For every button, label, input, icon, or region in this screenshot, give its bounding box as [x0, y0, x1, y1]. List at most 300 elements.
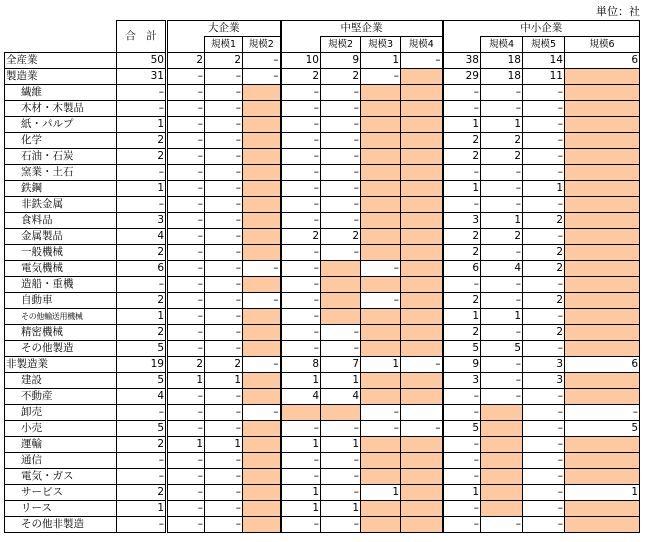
value-cell	[565, 85, 640, 101]
row-total: 2	[117, 485, 167, 501]
value-cell	[565, 341, 640, 357]
value-cell	[243, 277, 281, 293]
value-cell: –	[205, 181, 243, 197]
value-cell: 9	[321, 53, 361, 69]
value-cell	[361, 181, 401, 197]
value-cell: –	[523, 165, 565, 181]
value-cell	[565, 181, 640, 197]
value-cell	[565, 293, 640, 309]
value-cell: –	[281, 101, 321, 117]
value-cell	[401, 437, 443, 453]
value-cell: 2	[167, 357, 205, 373]
value-cell	[243, 309, 281, 325]
row-total: 1	[117, 117, 167, 133]
value-cell: –	[281, 309, 321, 325]
row-total: 4	[117, 389, 167, 405]
row-label: 卸売	[5, 405, 117, 421]
header-sub: 規模5	[523, 37, 565, 53]
value-cell	[243, 453, 281, 469]
value-cell: 2	[443, 325, 481, 341]
value-cell: 4	[481, 261, 523, 277]
value-cell: –	[205, 405, 243, 421]
row-total: 2	[117, 293, 167, 309]
value-cell: 2	[523, 213, 565, 229]
value-cell: –	[443, 517, 481, 533]
value-cell: –	[205, 277, 243, 293]
value-cell	[243, 149, 281, 165]
value-cell: 2	[281, 69, 321, 85]
row-label: 電気・ガス	[5, 469, 117, 485]
row-total: 1	[117, 309, 167, 325]
value-cell: 2	[321, 69, 361, 85]
value-cell: 1	[565, 485, 640, 501]
value-cell: –	[523, 469, 565, 485]
value-cell: 2	[167, 53, 205, 69]
value-cell	[565, 149, 640, 165]
value-cell: 2	[443, 245, 481, 261]
value-cell: 2	[443, 149, 481, 165]
value-cell: –	[205, 133, 243, 149]
value-cell: –	[401, 421, 443, 437]
value-cell: 2	[523, 245, 565, 261]
row-label: 建設	[5, 373, 117, 389]
value-cell: –	[281, 197, 321, 213]
row-label: 自動車	[5, 293, 117, 309]
value-cell: –	[481, 357, 523, 373]
value-cell	[481, 469, 523, 485]
value-cell: –	[205, 501, 243, 517]
value-cell: –	[523, 437, 565, 453]
value-cell: 8	[281, 357, 321, 373]
value-cell	[243, 373, 281, 389]
value-cell: –	[523, 149, 565, 165]
value-cell: 14	[523, 53, 565, 69]
value-cell	[321, 261, 361, 277]
value-cell	[401, 165, 443, 181]
value-cell	[243, 165, 281, 181]
row-label: 非鉄金属	[5, 197, 117, 213]
value-cell: 2	[321, 229, 361, 245]
value-cell	[401, 117, 443, 133]
table-row	[5, 245, 640, 261]
header-corner	[5, 21, 117, 37]
value-cell	[243, 85, 281, 101]
value-cell: 1	[281, 501, 321, 517]
value-cell: 3	[443, 213, 481, 229]
table-row	[5, 517, 640, 533]
value-cell: –	[481, 197, 523, 213]
value-cell: –	[205, 421, 243, 437]
value-cell: –	[205, 453, 243, 469]
value-cell: –	[281, 149, 321, 165]
value-cell: –	[243, 357, 281, 373]
row-total: 2	[117, 437, 167, 453]
value-cell: –	[167, 149, 205, 165]
value-cell: –	[205, 469, 243, 485]
header-corner-2	[5, 37, 117, 53]
value-cell: –	[321, 133, 361, 149]
value-cell	[565, 437, 640, 453]
row-label: 食料品	[5, 213, 117, 229]
value-cell: 1	[281, 373, 321, 389]
value-cell	[565, 165, 640, 181]
value-cell: –	[167, 517, 205, 533]
table-row	[5, 197, 640, 213]
value-cell	[243, 181, 281, 197]
row-total: 2	[117, 325, 167, 341]
value-cell: 2	[443, 229, 481, 245]
value-cell: –	[481, 245, 523, 261]
table-row	[5, 293, 640, 309]
value-cell: –	[443, 389, 481, 405]
row-total: 5	[117, 341, 167, 357]
value-cell: –	[281, 181, 321, 197]
value-cell: –	[321, 325, 361, 341]
value-cell: –	[281, 517, 321, 533]
value-cell: 7	[321, 357, 361, 373]
value-cell	[361, 501, 401, 517]
value-cell: –	[167, 421, 205, 437]
value-cell: –	[321, 517, 361, 533]
value-cell	[401, 341, 443, 357]
value-cell: 1	[205, 437, 243, 453]
value-cell: –	[361, 421, 401, 437]
header-row-2	[5, 37, 640, 53]
value-cell: –	[167, 165, 205, 181]
value-cell: 1	[361, 53, 401, 69]
value-cell	[361, 309, 401, 325]
value-cell: –	[281, 245, 321, 261]
value-cell	[361, 213, 401, 229]
value-cell: 38	[443, 53, 481, 69]
value-cell	[361, 197, 401, 213]
value-cell	[565, 277, 640, 293]
value-cell: –	[281, 277, 321, 293]
value-cell: –	[523, 453, 565, 469]
value-cell: –	[205, 165, 243, 181]
value-cell	[361, 277, 401, 293]
table-row	[5, 469, 640, 485]
value-cell: 6	[443, 261, 481, 277]
value-cell: –	[321, 197, 361, 213]
value-cell: –	[321, 117, 361, 133]
row-total: 31	[117, 69, 167, 85]
value-cell	[401, 485, 443, 501]
value-cell: –	[205, 69, 243, 85]
value-cell: –	[401, 357, 443, 373]
value-cell: –	[167, 261, 205, 277]
row-label: 小売	[5, 421, 117, 437]
row-label: その他輸送用機械	[5, 309, 117, 325]
value-cell	[401, 309, 443, 325]
value-cell: –	[205, 101, 243, 117]
value-cell: 1	[443, 309, 481, 325]
value-cell: –	[167, 293, 205, 309]
row-label: 通信	[5, 453, 117, 469]
value-cell: 2	[481, 149, 523, 165]
table-row	[5, 53, 640, 69]
table-row	[5, 85, 640, 101]
value-cell: –	[523, 229, 565, 245]
value-cell: –	[281, 133, 321, 149]
value-cell: –	[281, 165, 321, 181]
value-cell	[361, 325, 401, 341]
table-row	[5, 453, 640, 469]
row-total: –	[117, 101, 167, 117]
value-cell: –	[321, 341, 361, 357]
value-cell: –	[523, 133, 565, 149]
value-cell: 2	[523, 293, 565, 309]
row-total: 1	[117, 501, 167, 517]
value-cell: –	[321, 213, 361, 229]
value-cell: –	[281, 453, 321, 469]
value-cell: 1	[443, 117, 481, 133]
row-total: –	[117, 453, 167, 469]
value-cell: –	[167, 341, 205, 357]
value-cell: 2	[481, 229, 523, 245]
value-cell: –	[167, 453, 205, 469]
value-cell: –	[321, 421, 361, 437]
row-total: 3	[117, 213, 167, 229]
value-cell: –	[321, 453, 361, 469]
table-row	[5, 261, 640, 277]
value-cell	[401, 373, 443, 389]
value-cell: –	[167, 181, 205, 197]
value-cell	[481, 501, 523, 517]
value-cell	[361, 229, 401, 245]
companies-table	[4, 20, 640, 533]
value-cell	[565, 517, 640, 533]
value-cell: 5	[481, 341, 523, 357]
value-cell: –	[167, 309, 205, 325]
value-cell: –	[443, 469, 481, 485]
row-label: 一般機械	[5, 245, 117, 261]
value-cell	[361, 133, 401, 149]
value-cell	[401, 517, 443, 533]
value-cell: –	[281, 293, 321, 309]
value-cell: –	[523, 309, 565, 325]
value-cell: –	[167, 69, 205, 85]
row-total: 2	[117, 149, 167, 165]
header-sub: 規模3	[361, 37, 401, 53]
value-cell: –	[481, 517, 523, 533]
header-sub: 規模6	[565, 37, 640, 53]
table-row	[5, 149, 640, 165]
value-cell: –	[243, 293, 281, 309]
value-cell: –	[205, 309, 243, 325]
value-cell: –	[523, 101, 565, 117]
value-cell: 5	[443, 341, 481, 357]
row-total: 2	[117, 245, 167, 261]
value-cell: 9	[443, 357, 481, 373]
value-cell	[243, 245, 281, 261]
table-row	[5, 101, 640, 117]
value-cell: –	[205, 213, 243, 229]
row-label: その他非製造	[5, 517, 117, 533]
value-cell: 1	[481, 213, 523, 229]
value-cell: –	[523, 405, 565, 421]
value-cell: 1	[481, 117, 523, 133]
value-cell: –	[321, 181, 361, 197]
value-cell: 4	[281, 389, 321, 405]
value-cell	[243, 389, 281, 405]
row-label: 精密機械	[5, 325, 117, 341]
header-row-1	[5, 21, 640, 37]
table-row	[5, 277, 640, 293]
value-cell: 1	[361, 357, 401, 373]
row-total: –	[117, 165, 167, 181]
table-row	[5, 501, 640, 517]
value-cell: –	[205, 485, 243, 501]
row-label: サービス	[5, 485, 117, 501]
value-cell	[401, 389, 443, 405]
value-cell: 3	[523, 373, 565, 389]
value-cell	[361, 117, 401, 133]
value-cell: –	[167, 229, 205, 245]
value-cell: –	[361, 293, 401, 309]
value-cell: 18	[481, 53, 523, 69]
value-cell: –	[361, 405, 401, 421]
value-cell: –	[321, 165, 361, 181]
header-sub: 規模2	[243, 37, 281, 53]
value-cell	[361, 469, 401, 485]
row-total: 50	[117, 53, 167, 69]
value-cell: –	[205, 229, 243, 245]
value-cell: –	[243, 405, 281, 421]
value-cell: 10	[281, 53, 321, 69]
value-cell: 18	[481, 69, 523, 85]
value-cell	[361, 149, 401, 165]
value-cell	[565, 469, 640, 485]
value-cell	[401, 453, 443, 469]
value-cell	[481, 485, 523, 501]
value-cell	[243, 517, 281, 533]
value-cell: –	[167, 325, 205, 341]
value-cell: –	[321, 469, 361, 485]
value-cell: –	[281, 469, 321, 485]
table-row	[5, 485, 640, 501]
value-cell	[243, 197, 281, 213]
value-cell: 1	[523, 181, 565, 197]
value-cell: –	[361, 69, 401, 85]
value-cell	[401, 197, 443, 213]
header-sub: 規模1	[205, 37, 243, 53]
value-cell	[321, 293, 361, 309]
value-cell: –	[361, 261, 401, 277]
value-cell	[401, 213, 443, 229]
value-cell: –	[243, 53, 281, 69]
value-cell: 2	[481, 133, 523, 149]
value-cell	[401, 293, 443, 309]
value-cell	[361, 389, 401, 405]
value-cell: –	[523, 485, 565, 501]
value-cell	[243, 101, 281, 117]
value-cell: –	[281, 325, 321, 341]
row-label: 鉄鋼	[5, 181, 117, 197]
value-cell	[361, 101, 401, 117]
value-cell	[401, 325, 443, 341]
value-cell: –	[281, 261, 321, 277]
value-cell: –	[167, 117, 205, 133]
value-cell: –	[281, 213, 321, 229]
value-cell: –	[167, 389, 205, 405]
row-label: 製造業	[5, 69, 117, 85]
row-label: 非製造業	[5, 357, 117, 373]
value-cell: –	[523, 517, 565, 533]
value-cell	[401, 149, 443, 165]
value-cell	[321, 277, 361, 293]
value-cell: –	[443, 165, 481, 181]
value-cell	[565, 245, 640, 261]
value-cell: –	[281, 85, 321, 101]
value-cell	[243, 485, 281, 501]
value-cell	[243, 341, 281, 357]
row-label: その他製造	[5, 341, 117, 357]
value-cell: –	[523, 277, 565, 293]
table-row	[5, 357, 640, 373]
value-cell: –	[321, 149, 361, 165]
value-cell: 6	[565, 357, 640, 373]
value-cell: –	[523, 117, 565, 133]
value-cell	[401, 261, 443, 277]
value-cell: –	[205, 149, 243, 165]
value-cell	[361, 341, 401, 357]
row-total: 19	[117, 357, 167, 373]
row-total: 6	[117, 261, 167, 277]
header-group-large: 大企業	[167, 21, 281, 37]
header-group-small: 中小企業	[443, 21, 640, 37]
value-cell: 1	[321, 501, 361, 517]
value-cell: –	[281, 341, 321, 357]
value-cell: –	[205, 325, 243, 341]
value-cell	[361, 373, 401, 389]
value-cell: –	[565, 405, 640, 421]
value-cell	[565, 101, 640, 117]
value-cell: 1	[205, 373, 243, 389]
table-row	[5, 229, 640, 245]
table-row	[5, 341, 640, 357]
value-cell: –	[443, 197, 481, 213]
table-row	[5, 389, 640, 405]
value-cell	[401, 405, 443, 421]
value-cell	[565, 501, 640, 517]
table-row	[5, 325, 640, 341]
table-row	[5, 373, 640, 389]
value-cell: –	[205, 117, 243, 133]
row-total: 2	[117, 133, 167, 149]
value-cell: 5	[565, 421, 640, 437]
table-row	[5, 165, 640, 181]
value-cell	[361, 85, 401, 101]
header-blank-large	[167, 37, 205, 53]
row-label: 繊維	[5, 85, 117, 101]
value-cell	[565, 69, 640, 85]
value-cell: –	[167, 197, 205, 213]
value-cell: –	[523, 341, 565, 357]
row-label: リース	[5, 501, 117, 517]
value-cell	[481, 405, 523, 421]
row-label: 不動産	[5, 389, 117, 405]
table-row	[5, 133, 640, 149]
value-cell: 1	[361, 485, 401, 501]
value-cell: –	[481, 277, 523, 293]
value-cell	[565, 325, 640, 341]
value-cell: 2	[205, 53, 243, 69]
unit-label: 単位：社	[596, 5, 640, 18]
value-cell: 11	[523, 69, 565, 85]
value-cell: –	[321, 101, 361, 117]
value-cell: 3	[523, 357, 565, 373]
